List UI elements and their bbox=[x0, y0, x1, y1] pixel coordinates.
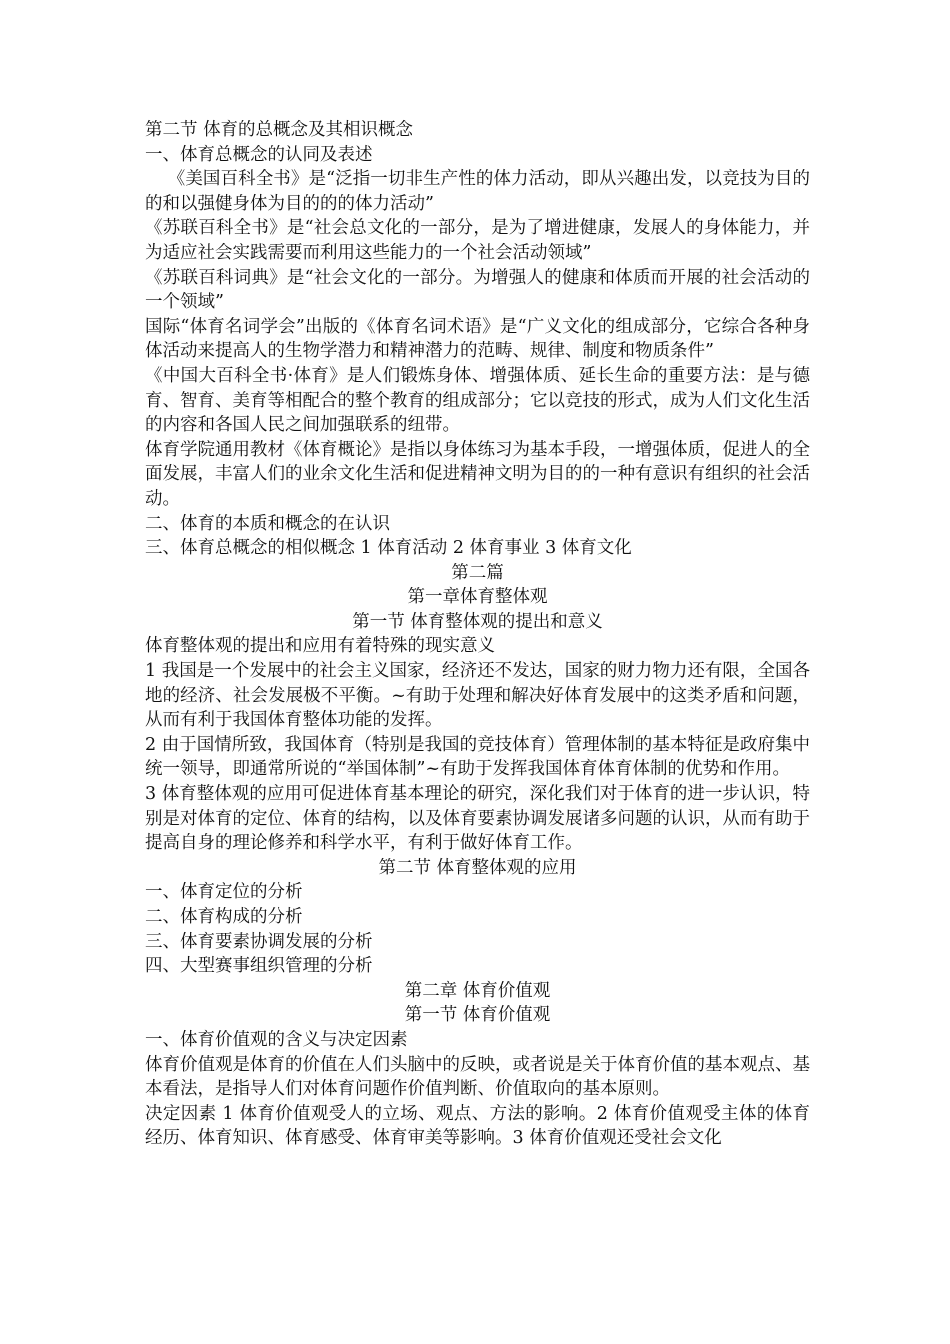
paragraph-american-encyclopedia: 《美国百科全书》是“泛指一切非生产性的体力活动，即从兴趣出发，以竞技为目的的和以强健身体为目的的的体力活动” bbox=[145, 169, 810, 214]
subsection-heading: 三、体育总概念的相似概念 1 体育活动 2 体育事业 3 体育文化 bbox=[145, 538, 632, 559]
paragraph-point: 3 体育整体观的应用可促进体育基本理论的研究，深化我们对于体育的进一步认识，特别是对体育的定位、体育的结构，以及体育要素协调发展诸多问题的认识，从而有助于提高自身的理论修养和科学水平，有利于做好体育工作。 bbox=[145, 784, 810, 854]
paragraph-point: 2 由于国情所致，我国体育（特别是我国的竞技体育）管理体制的基本特征是政府集中统一领导，即通常所说的“举国体制”~有助于发挥我国体育体育体制的优势和作用。 bbox=[145, 734, 810, 780]
list-item: 四、大型赛事组织管理的分析 bbox=[145, 956, 373, 977]
section-title: 第一节 体育整体观的提出和意义 bbox=[352, 611, 603, 632]
paragraph-factors: 决定因素 1 体育价值观受人的立场、观点、方法的影响。2 体育价值观受主体的体育经历、体育知识、体育感受、体育审美等影响。3 体育价值观还受社会文化 bbox=[145, 1103, 810, 1149]
section-title: 第一节 体育价值观 bbox=[404, 1005, 551, 1026]
paragraph-soviet-dictionary: 《苏联百科词典》是“社会文化的一部分。为增强人的健康和体质而开展的社会活动的一个领域” bbox=[145, 267, 810, 313]
section-title: 第二节 体育的总概念及其相识概念 bbox=[145, 120, 414, 140]
section-title: 第二节 体育整体观的应用 bbox=[378, 857, 577, 878]
list-item: 一、体育定位的分析 bbox=[145, 882, 303, 903]
list-item: 三、体育要素协调发展的分析 bbox=[145, 931, 373, 952]
paragraph-definition: 体育价值观是体育的价值在人们头脑中的反映，或者说是关于体育价值的基本观点、基本看法，是指导人们对体育问题作价值判断、价值取向的基本原则。 bbox=[145, 1054, 810, 1100]
paragraph-china-encyclopedia: 《中国大百科全书·体育》是人们锻炼身体、增强体质、延长生命的重要方法：是与德育、智育、美育等相配合的整个教育的组成部分；它以竞技的形式，成为人们文化生活的内容和各国人民之间加强联系的纽带。 bbox=[145, 365, 810, 436]
paragraph-point: 1 我国是一个发展中的社会主义国家，经济还不发达，国家的财力物力还有限，全国各地的经济、社会发展极不平衡。~有助于处理和解决好体育发展中的这类矛盾和问题，从而有利于我国体育整体功能的发挥。 bbox=[145, 661, 810, 731]
paragraph-terminology: 国际“体育名词学会”出版的《体育名词术语》是“广义文化的组成部分，它综合各种身体活动来提高人的生物学潜力和精神潜力的范畴、规律、制度和物质条件” bbox=[145, 316, 810, 362]
paragraph-soviet-encyclopedia: 《苏联百科全书》是“社会总文化的一部分，是为了增进健康，发展人的身体能力，并为适应社会实践需要而利用这些能力的一个社会活动领域” bbox=[145, 218, 810, 263]
chapter-title: 第二章 体育价值观 bbox=[404, 980, 551, 1001]
document-page bbox=[145, 118, 810, 1151]
paragraph-textbook: 体育学院通用教材《体育概论》是指以身体练习为基本手段，一增强体质，促进人的全面发展，丰富人们的业余文化生活和促进精神文明为目的的一种有意识有组织的社会活动。 bbox=[145, 439, 810, 509]
subsection-heading: 一、体育价值观的含义与决定因素 bbox=[145, 1029, 408, 1050]
part-title: 第二篇 bbox=[451, 562, 504, 583]
chapter-title: 第一章体育整体观 bbox=[407, 587, 548, 608]
subsection-heading: 一、体育总概念的认同及表述 bbox=[145, 144, 373, 165]
list-item: 二、体育构成的分析 bbox=[145, 907, 303, 927]
subsection-heading: 二、体育的本质和概念的在认识 bbox=[145, 513, 390, 534]
paragraph-intro: 体育整体观的提出和应用有着特殊的现实意义 bbox=[145, 636, 495, 657]
